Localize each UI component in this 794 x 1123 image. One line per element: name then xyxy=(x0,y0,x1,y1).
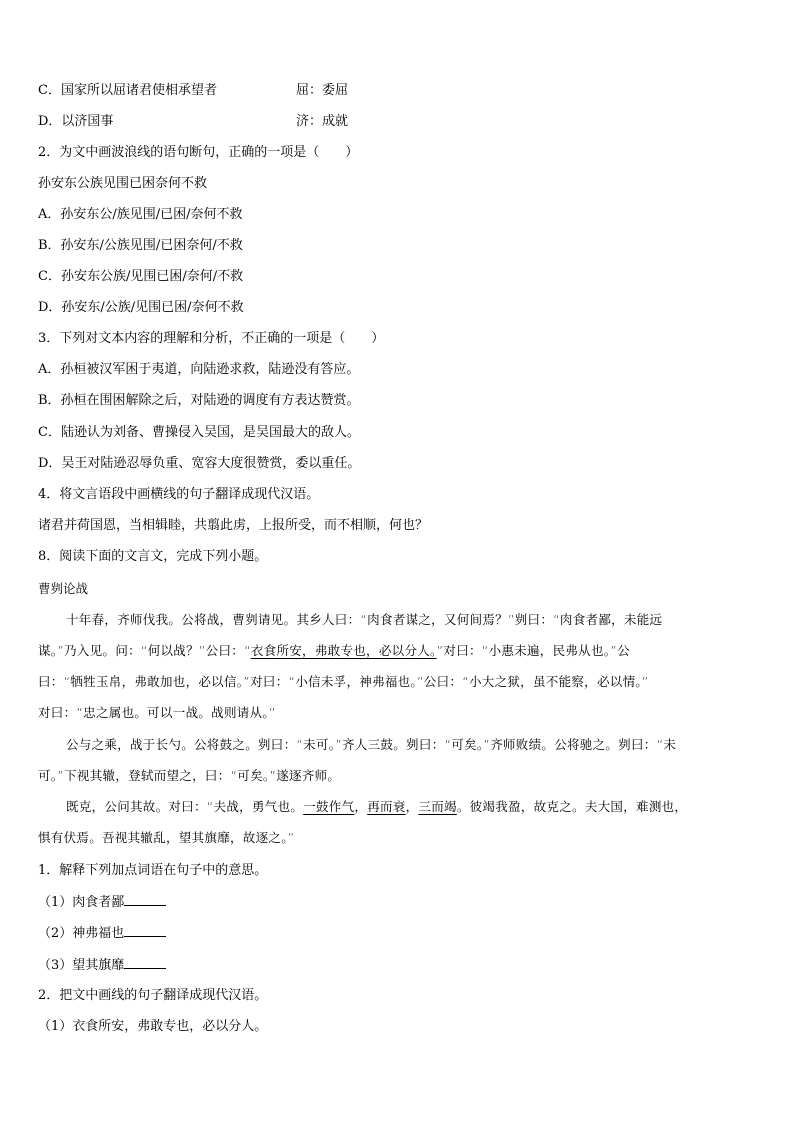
q1-option-c-gloss: 屈：委屈 xyxy=(296,83,349,98)
sub1-item-1 xyxy=(38,893,166,912)
passage-p2-line1: 公与之乘，战于长勺。公将鼓之。刿曰：“未可。”齐人三鼓。刿曰：“可矣。”齐师败绩。公将驰之。刿曰：“未 xyxy=(66,737,677,752)
passage-p1-line2 xyxy=(38,642,758,660)
passage-p1-line2-a: 谋。”乃入见。问：“何以战？”公曰：“ xyxy=(38,643,251,658)
q2-option-b: B．孙安东/公族见围/已困奈何/不救 xyxy=(38,238,243,253)
sub1-item-3 xyxy=(38,956,166,975)
passage-p3-sep1: ， xyxy=(354,799,368,814)
q2-option-a: A．孙安东公/族见围/已困/奈何不救 xyxy=(38,207,243,222)
q1-option-d xyxy=(38,113,349,131)
q1-option-d-gloss: 济：成就 xyxy=(296,114,349,129)
q1-option-d-text: D．以济国事 xyxy=(38,114,114,129)
q3-option-d: D．吴王对陆逊忍辱负重、宽容大度很赞赏，委以重任。 xyxy=(38,456,361,471)
passage-p1-line1: 十年春，齐师伐我。公将战，曹刿请见。其乡人曰：“肉食者谋之，又何间焉？”刿曰：“肉食者鄙，未能远 xyxy=(66,612,663,627)
q4-stem: 4．将文言语段中画横线的句子翻译成现代汉语。 xyxy=(38,487,320,502)
q3-option-b: B．孙桓在围困解除之后，对陆逊的调度有方表达赞赏。 xyxy=(38,393,360,408)
underlined-sentence: 衣食所安，弗敢专也，必以分人。 xyxy=(250,643,437,658)
passage-p2-line2: 可。”下视其辙，登轼而望之，曰：“可矣。”遂逐齐师。 xyxy=(38,768,341,783)
sub2-item-1: （1）衣食所安，弗敢专也，必以分人。 xyxy=(38,1019,268,1034)
underlined-phrase-2: 再而衰 xyxy=(367,799,406,814)
answer-blank[interactable] xyxy=(124,893,166,906)
passage-title: 曹刿论战 xyxy=(38,581,89,596)
answer-blank[interactable] xyxy=(124,924,166,937)
q1-option-c-text: C．国家所以屈诸君使相承望者 xyxy=(38,83,217,98)
passage-p1-line4: 对曰：“忠之属也。可以一战。战则请从。” xyxy=(38,705,276,720)
q4-sentence: 诸君并荷国恩，当相辑睦，共翦此虏，上报所受，而不相顺，何也？ xyxy=(38,518,429,533)
passage-p3-line1-b: 。彼竭我盈，故克之。夫大国，难测也， xyxy=(456,799,688,814)
passage-p3-line2: 惧有伏焉。吾视其辙乱，望其旗靡，故逐之。” xyxy=(38,830,295,845)
sub1-stem: 1．解释下列加点词语在句子中的意思。 xyxy=(38,863,268,878)
sub1-item-2-text: （2）神弗福也 xyxy=(38,926,125,941)
passage-p1-line2-b: ”对曰：“小惠未遍，民弗从也。”公 xyxy=(436,643,630,658)
sub2-stem: 2．把文中画线的句子翻译成现代汉语。 xyxy=(38,988,268,1003)
passage-p3-line1-a: 既克，公问其故。对曰：“夫战，勇气也。 xyxy=(66,799,304,814)
q3-option-c: C．陆逊认为刘备、曹操侵入吴国，是吴国最大的敌人。 xyxy=(38,425,360,440)
q3-option-a: A．孙桓被汉军困于夷道，向陆逊求救，陆逊没有答应。 xyxy=(38,362,360,377)
underlined-phrase-3: 三而竭 xyxy=(418,799,457,814)
q2-sentence: 孙安东公族见围已困奈何不救 xyxy=(38,176,208,191)
q2-option-c: C．孙安东公族/见围已困/奈何/不救 xyxy=(38,269,244,284)
q8-stem: 8．阅读下面的文言文，完成下列小题。 xyxy=(38,549,268,564)
sub1-item-3-text: （3）望其旗靡 xyxy=(38,958,125,973)
q2-stem: 2．为文中画波浪线的语句断句，正确的一项是（ ） xyxy=(38,145,359,160)
q2-option-d: D．孙安东/公族/见围已困/奈何不救 xyxy=(38,300,244,315)
q1-option-c xyxy=(38,82,349,100)
passage-p3-line1 xyxy=(38,798,786,816)
sub1-item-2 xyxy=(38,924,166,943)
answer-blank[interactable] xyxy=(124,956,166,969)
passage-p3-sep2: ， xyxy=(405,799,419,814)
q3-stem: 3．下列对文本内容的理解和分析，不正确的一项是（ ） xyxy=(38,331,385,346)
sub1-item-1-text: （1）肉食者鄙 xyxy=(38,895,125,910)
underlined-phrase-1: 一鼓作气 xyxy=(303,799,355,814)
passage-p1-line3: 曰：“牺牲玉帛，弗敢加也，必以信。”对曰：“小信未孚，神弗福也。”公曰：“小大之狱，虽不能察，必以情。” xyxy=(38,674,649,689)
